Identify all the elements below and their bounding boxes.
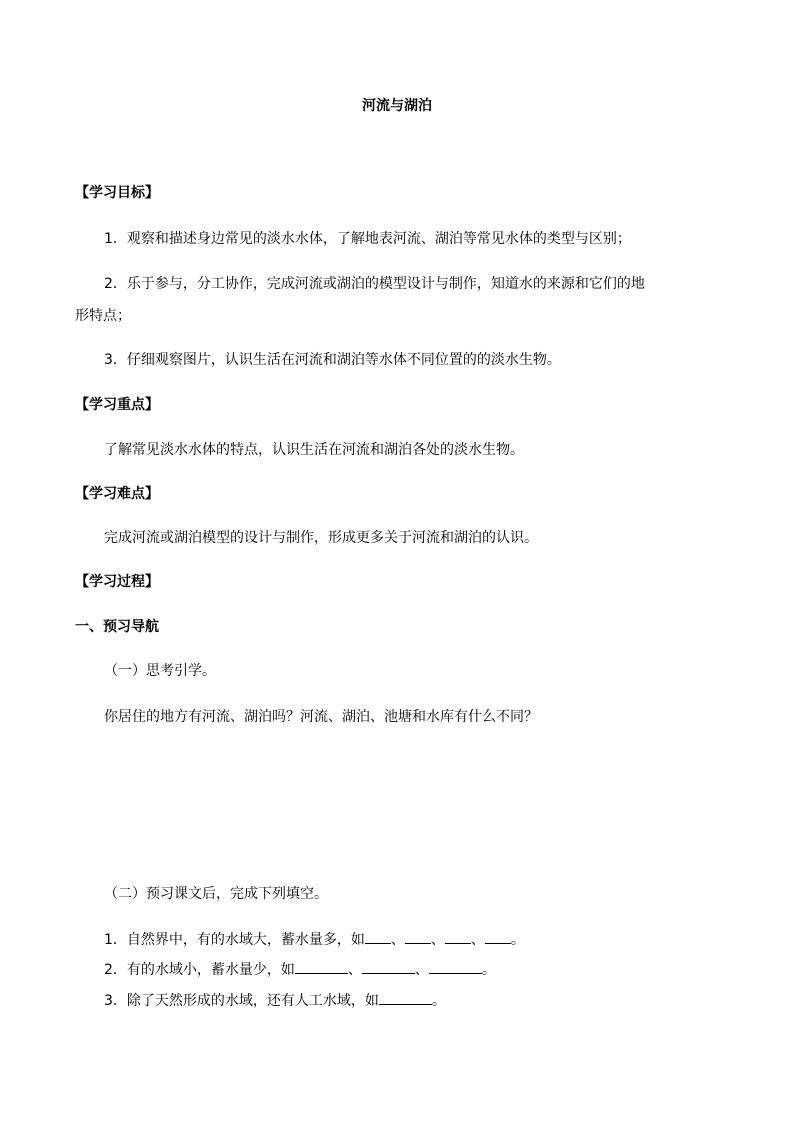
separator: 、	[347, 962, 362, 978]
fill-blank[interactable]	[429, 959, 482, 974]
separator: 、	[430, 932, 445, 948]
fill-blank[interactable]	[295, 959, 348, 974]
objective-item-1: 1．观察和描述身边常见的淡水水体，了解地表河流、湖泊等常见水体的类型与区别；	[104, 231, 631, 247]
key-points-heading: 【学习重点】	[75, 397, 159, 413]
part-fill-heading: （二）预习课文后，完成下列填空。	[104, 886, 328, 902]
fill-blank[interactable]	[365, 929, 391, 944]
key-points-text: 了解常见淡水水体的特点，认识生活在河流和湖泊各处的淡水生物。	[104, 442, 524, 458]
fill-blank[interactable]	[362, 959, 415, 974]
fill-line-1-prefix: 1．自然界中，有的水域大，蓄水量多，如	[104, 932, 365, 948]
period: 。	[431, 993, 446, 1009]
separator: 、	[390, 932, 405, 948]
objective-item-2-line-2: 形特点；	[75, 308, 131, 324]
fill-line-3-prefix: 3．除了天然形成的水域，还有人工水域，如	[104, 993, 379, 1009]
difficulties-heading: 【学习难点】	[75, 486, 159, 502]
objectives-heading: 【学习目标】	[75, 185, 159, 201]
fill-blank[interactable]	[485, 929, 511, 944]
fill-blank[interactable]	[445, 929, 471, 944]
section-preview-guide: 一、预习导航	[75, 619, 159, 635]
separator: 、	[414, 962, 429, 978]
fill-blank[interactable]	[405, 929, 431, 944]
part-think-question: 你居住的地方有河流、湖泊吗？河流、湖泊、池塘和水库有什么不同？	[104, 709, 538, 725]
process-heading: 【学习过程】	[75, 574, 159, 590]
difficulties-text: 完成河流或湖泊模型的设计与制作，形成更多关于河流和湖泊的认识。	[104, 530, 538, 546]
objective-item-3: 3．仔细观察图片，认识生活在河流和湖泊等水体不同位置的的淡水生物。	[104, 352, 561, 368]
part-think-heading: （一）思考引学。	[104, 663, 216, 679]
fill-blank[interactable]	[379, 990, 432, 1005]
period: 。	[481, 962, 496, 978]
objective-item-2-line-1: 2．乐于参与，分工协作，完成河流或湖泊的模型设计与制作，知道水的来源和它们的地	[104, 276, 645, 292]
fill-line-2	[104, 959, 496, 980]
fill-line-1	[104, 929, 525, 950]
fill-line-3	[104, 990, 446, 1011]
separator: 、	[470, 932, 485, 948]
period: 。	[510, 932, 525, 948]
fill-line-2-prefix: 2．有的水域小，蓄水量少，如	[104, 962, 295, 978]
page-title: 河流与湖泊	[362, 98, 432, 114]
